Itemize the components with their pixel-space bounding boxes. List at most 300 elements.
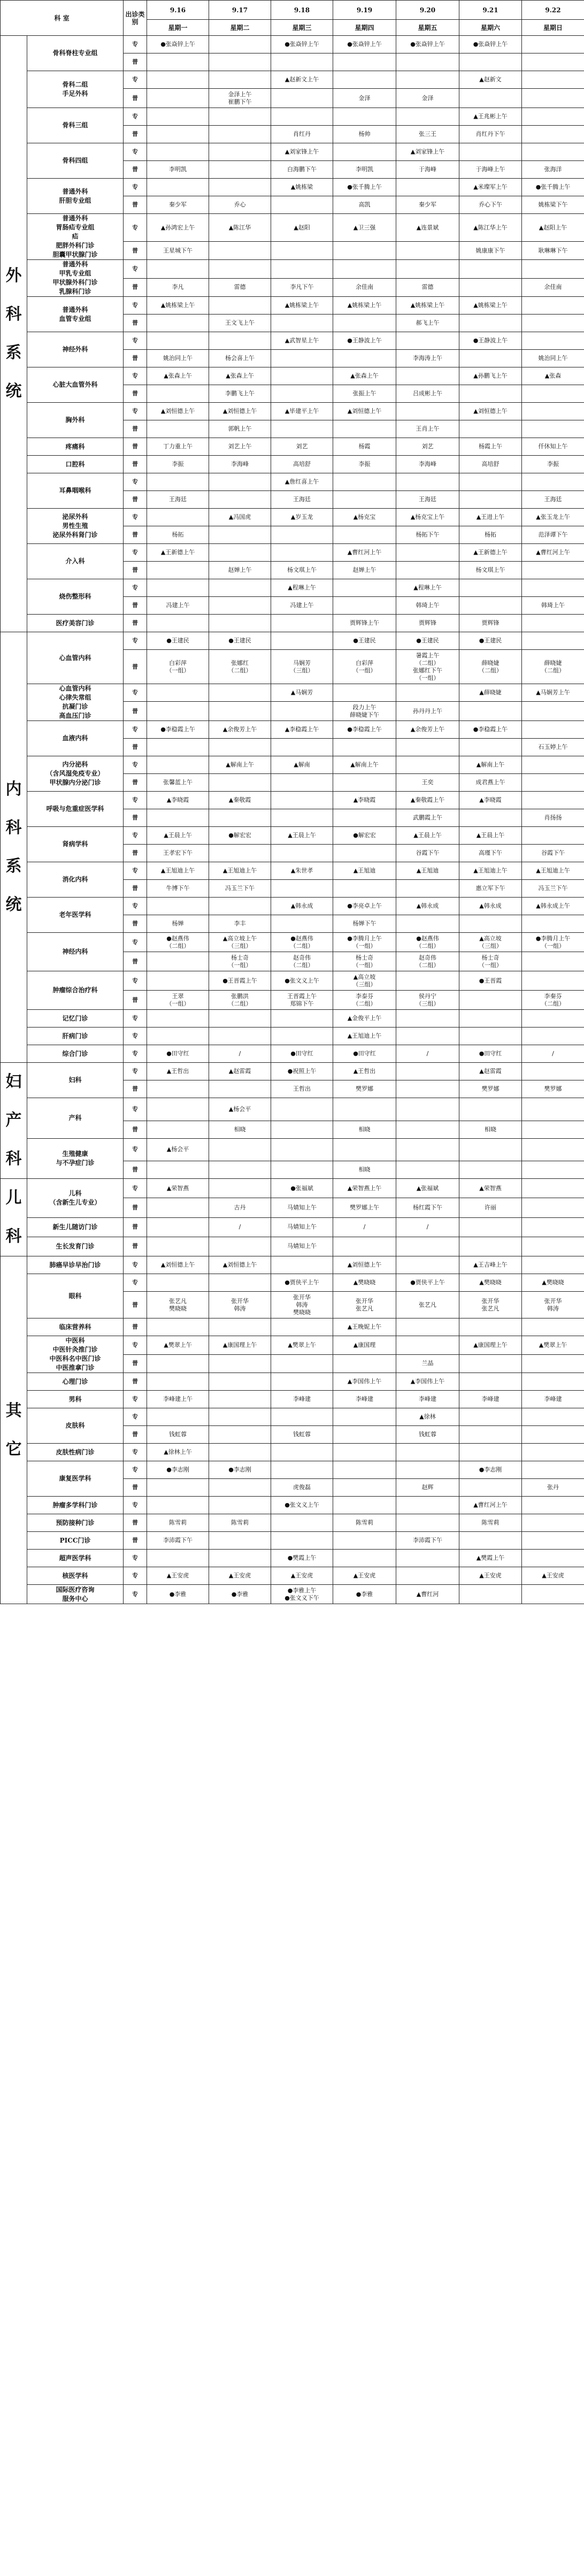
doctor-cell: ●李腾月上午 （一组） [333, 933, 396, 952]
doctor-cell: 虎俊磊 [271, 1479, 333, 1497]
doctor-cell [271, 544, 333, 562]
visit-type: 普 [124, 526, 147, 544]
doctor-cell: ●田守红 [459, 1045, 522, 1063]
doctor-cell [209, 615, 271, 632]
doctor-cell [522, 1098, 584, 1121]
visit-type: 普 [124, 242, 147, 260]
doctor-cell [396, 1318, 459, 1336]
doctor-cell: 金泽 [396, 89, 459, 108]
visit-type: 普 [124, 991, 147, 1010]
doctor-cell [396, 1497, 459, 1514]
doctor-cell: ▲曹红河上午 [522, 544, 584, 562]
doctor-cell: ▲马娴芳上午 [522, 684, 584, 702]
schedule-row [1, 143, 584, 161]
doctor-cell [522, 1461, 584, 1479]
doctor-cell: ▲孙鸿宏上午 [147, 214, 209, 242]
doctor-cell [209, 473, 271, 491]
doctor-cell: 高培舒 [271, 456, 333, 473]
doctor-cell [459, 385, 522, 403]
visit-type: 普 [124, 562, 147, 579]
doctor-cell: 冯玉兰下午 [209, 880, 271, 898]
visit-type: 普 [124, 650, 147, 684]
doctor-cell: 段力上午 薛晓婕下午 [333, 702, 396, 721]
doctor-cell: ▲孙鹏飞上午 [459, 367, 522, 385]
doctor-cell: ●李雅 [209, 1585, 271, 1604]
doctor-cell [209, 526, 271, 544]
doctor-cell [333, 1479, 396, 1497]
doctor-cell: 赵奇伟 （二组） [396, 952, 459, 971]
doctor-cell [333, 108, 396, 126]
doctor-cell: 赵婵上午 [209, 562, 271, 579]
dept-name: 皮肤科 [27, 1408, 124, 1444]
doctor-cell [209, 108, 271, 126]
doctor-cell [522, 1426, 584, 1444]
doctor-cell [459, 809, 522, 827]
doctor-cell [459, 1318, 522, 1336]
doctor-cell [522, 108, 584, 126]
visit-type: 专 [124, 179, 147, 196]
date-header: 9.18 [271, 1, 333, 20]
doctor-cell [459, 1354, 522, 1373]
doctor-cell [396, 367, 459, 385]
doctor-cell [522, 1179, 584, 1198]
visit-type: 专 [124, 1567, 147, 1585]
doctor-cell: ▲荣智燕 [147, 1179, 209, 1198]
doctor-cell [147, 509, 209, 526]
doctor-cell: 陈雪莉 [209, 1514, 271, 1532]
dept-name: 内分泌科 （含风湿免疫专业） 甲状腺内分泌门诊 [27, 756, 124, 792]
doctor-cell [459, 915, 522, 933]
doctor-cell: 张开华 张艺凡 [333, 1292, 396, 1318]
doctor-cell [147, 53, 209, 71]
doctor-cell [522, 1138, 584, 1161]
doctor-cell: ●祝照上午 [271, 1063, 333, 1080]
dept-name: 骨科脊柱专业组 [27, 36, 124, 71]
doctor-cell: 王海廷 [271, 491, 333, 509]
doctor-cell: 丁力重上午 [147, 438, 209, 456]
schedule-row [1, 971, 584, 991]
doctor-cell: ▲余俊芳上午 [209, 721, 271, 739]
doctor-cell: ●樊霞上午 [271, 1550, 333, 1567]
doctor-cell: 范泽谭下午 [522, 526, 584, 544]
dept-name: 烧伤整形科 [27, 579, 124, 615]
doctor-cell: / [209, 1217, 271, 1237]
doctor-cell [333, 143, 396, 161]
schedule-row [1, 1256, 584, 1274]
doctor-cell: 樊罗娜 [522, 1080, 584, 1098]
doctor-cell [459, 991, 522, 1010]
doctor-cell [147, 1028, 209, 1045]
schedule-row [1, 332, 584, 350]
schedule-row [1, 456, 584, 473]
doctor-cell [522, 615, 584, 632]
doctor-cell [271, 615, 333, 632]
doctor-cell [396, 1138, 459, 1161]
doctor-cell [522, 774, 584, 792]
doctor-cell: ●王晋霞 [459, 971, 522, 991]
schedule-row [1, 1336, 584, 1355]
visit-type: 专 [124, 1274, 147, 1292]
doctor-cell: ●张福斌 [271, 1179, 333, 1198]
group-label: 内 科 系 统 [1, 632, 27, 1063]
doctor-cell: ▲曹红河上午 [459, 1497, 522, 1514]
doctor-cell [271, 1408, 333, 1426]
doctor-cell: ▲刘恒德上午 [147, 1256, 209, 1274]
schedule-row [1, 544, 584, 562]
doctor-cell: ▲李国伟上午 [333, 1373, 396, 1391]
doctor-cell: 王奕 [396, 774, 459, 792]
doctor-cell: 冯建上午 [271, 597, 333, 615]
doctor-cell [271, 196, 333, 214]
doctor-cell: 暑霞上午 （二组） 张娜红下午 （一组） [396, 650, 459, 684]
doctor-cell: ●李雅 [333, 1585, 396, 1604]
doctor-cell [396, 544, 459, 562]
doctor-cell [147, 952, 209, 971]
doctor-cell [459, 1408, 522, 1426]
doctor-cell [522, 702, 584, 721]
doctor-cell: ▲陈江华上午 [459, 214, 522, 242]
doctor-cell [209, 53, 271, 71]
doctor-cell [147, 1408, 209, 1426]
doctor-cell [271, 915, 333, 933]
schedule-row [1, 1514, 584, 1532]
dept-name: 普通外科 胃肠疝专业组 疝 肥胖外科门诊 胆囊甲状腺门诊 [27, 214, 124, 260]
doctor-cell: 赵辉 [396, 1479, 459, 1497]
doctor-cell [147, 385, 209, 403]
doctor-cell [271, 89, 333, 108]
doctor-cell [271, 385, 333, 403]
doctor-cell [209, 161, 271, 179]
dept-name: 皮肤性病门诊 [27, 1444, 124, 1461]
doctor-cell [147, 1098, 209, 1121]
doctor-cell [209, 242, 271, 260]
schedule-row [1, 632, 584, 650]
doctor-cell [396, 260, 459, 279]
doctor-cell: ▲高立坡 （三组） [459, 933, 522, 952]
doctor-cell: 张海洋 [522, 161, 584, 179]
dept-name: 骨科二组 手足外科 [27, 71, 124, 108]
doctor-cell: 李泰芬 （二组） [333, 991, 396, 1010]
doctor-cell: 李凡下午 [271, 278, 333, 297]
doctor-cell [147, 1318, 209, 1336]
doctor-cell [522, 1237, 584, 1256]
doctor-cell: ●李志刚 [209, 1461, 271, 1479]
doctor-cell [209, 898, 271, 915]
doctor-cell [209, 297, 271, 315]
doctor-cell: 相晓 [333, 1121, 396, 1138]
dept-name: 耳鼻咽喉科 [27, 473, 124, 509]
doctor-cell [396, 179, 459, 196]
schedule-row [1, 1585, 584, 1604]
dept-name: 肿瘤多学科门诊 [27, 1497, 124, 1514]
doctor-cell [147, 1497, 209, 1514]
group-label: 妇 产 科 [1, 1063, 27, 1179]
doctor-cell: 雷德 [209, 278, 271, 297]
group-label: 儿 科 [1, 1179, 27, 1256]
doctor-cell: ●贾侠平上午 [271, 1274, 333, 1292]
doctor-cell: ▲王安虎 [271, 1567, 333, 1585]
doctor-cell: 白海鹏下午 [271, 161, 333, 179]
doctor-cell [522, 1497, 584, 1514]
doctor-cell [396, 915, 459, 933]
doctor-cell: 相晓 [333, 1161, 396, 1179]
visit-type: 普 [124, 456, 147, 473]
doctor-cell [209, 1354, 271, 1373]
doctor-cell [522, 1198, 584, 1217]
doctor-cell: ▲姚栋梁上午 [333, 297, 396, 315]
doctor-cell [147, 562, 209, 579]
doctor-cell [271, 350, 333, 367]
doctor-cell [333, 1426, 396, 1444]
doctor-cell: ▲李晓霞 [147, 792, 209, 809]
doctor-cell: ▲王哲出 [333, 1063, 396, 1080]
dept-name: 血液内科 [27, 721, 124, 756]
doctor-cell: 李峰建上午 [147, 1391, 209, 1408]
visit-type: 专 [124, 214, 147, 242]
visit-type: 专 [124, 756, 147, 774]
doctor-cell: 钱虹蓉 [147, 1426, 209, 1444]
dept-name: 骨科三组 [27, 108, 124, 143]
doctor-cell: ▲岁玉龙 [271, 509, 333, 526]
doctor-cell: 雷德 [396, 278, 459, 297]
doctor-cell: 张三王 [396, 126, 459, 143]
doctor-cell [271, 242, 333, 260]
doctor-cell [209, 491, 271, 509]
visit-type: 专 [124, 297, 147, 315]
doctor-cell: ▲刘恒德上午 [147, 403, 209, 420]
doctor-cell [522, 1408, 584, 1426]
doctor-cell: ▲程琳上午 [271, 579, 333, 597]
doctor-cell: ▲韩永成 [459, 898, 522, 915]
doctor-cell [522, 632, 584, 650]
doctor-cell: 兰晶 [396, 1354, 459, 1373]
doctor-cell: / [522, 1045, 584, 1063]
doctor-cell [333, 1550, 396, 1567]
doctor-cell [522, 297, 584, 315]
doctor-cell: ▲薛晓婕 [459, 684, 522, 702]
doctor-cell [147, 1237, 209, 1256]
doctor-cell [522, 71, 584, 89]
weekday-header: 星期日 [522, 20, 584, 36]
visit-type: 普 [124, 491, 147, 509]
dept-name: 眼科 [27, 1274, 124, 1318]
doctor-cell: ▲马娴芳 [271, 684, 333, 702]
doctor-cell: ▲高立坡上午 （三组） [209, 933, 271, 952]
doctor-cell [396, 1098, 459, 1121]
dept-name: 临床营养科 [27, 1318, 124, 1336]
doctor-cell [147, 1373, 209, 1391]
doctor-cell: ▲李国伟上午 [396, 1373, 459, 1391]
schedule-row [1, 721, 584, 739]
doctor-cell: ▲曹红河 [396, 1585, 459, 1604]
schedule-row [1, 862, 584, 880]
doctor-cell [209, 143, 271, 161]
doctor-cell [396, 562, 459, 579]
doctor-cell: ▲王旭迪 [333, 862, 396, 880]
doctor-cell: 王孝宏下午 [147, 845, 209, 862]
doctor-cell: 高瑾下午 [459, 845, 522, 862]
doctor-cell: ●王静波上午 [333, 332, 396, 350]
dept-name: 神经内科 [27, 933, 124, 971]
doctor-cell: 肖扬扬 [522, 809, 584, 827]
schedule-row [1, 1461, 584, 1479]
doctor-cell: ●王静波上午 [459, 332, 522, 350]
weekday-header: 星期二 [209, 20, 271, 36]
weekday-header: 星期一 [147, 20, 209, 36]
doctor-cell: 姚康康下午 [459, 242, 522, 260]
doctor-cell: 吕成彬上午 [396, 385, 459, 403]
doctor-cell: ▲张福斌 [396, 1179, 459, 1198]
doctor-cell: 赵奇伟 （二组） [271, 952, 333, 971]
schedule-row [1, 509, 584, 526]
doctor-cell: ▲陈江华 [209, 214, 271, 242]
visit-type: 普 [124, 420, 147, 438]
schedule-row [1, 1010, 584, 1028]
doctor-cell: 李海涛上午 [396, 350, 459, 367]
doctor-cell: ●王建民 [147, 632, 209, 650]
doctor-cell [271, 739, 333, 756]
doctor-cell [209, 1274, 271, 1292]
doctor-cell: 成君燕上午 [459, 774, 522, 792]
doctor-cell [271, 1444, 333, 1461]
doctor-cell [459, 315, 522, 332]
schedule-row [1, 1028, 584, 1045]
doctor-cell: ▲樊翠上午 [271, 1336, 333, 1355]
doctor-cell: ▲赵阳上午 [522, 214, 584, 242]
visit-type: 普 [124, 53, 147, 71]
doctor-cell [271, 367, 333, 385]
doctor-cell [147, 1354, 209, 1373]
doctor-cell [209, 809, 271, 827]
doctor-cell: ▲张森 [522, 367, 584, 385]
doctor-cell: ●张文义上午 [271, 1497, 333, 1514]
visit-type: 专 [124, 473, 147, 491]
doctor-cell [522, 1550, 584, 1567]
dept-name: 预防接种门诊 [27, 1514, 124, 1532]
doctor-cell [333, 739, 396, 756]
doctor-cell: ▲程琳上午 [396, 579, 459, 597]
doctor-cell: 姚治同上午 [147, 350, 209, 367]
schedule-row [1, 438, 584, 456]
doctor-cell [522, 1514, 584, 1532]
visit-type: 专 [124, 933, 147, 952]
doctor-cell [396, 684, 459, 702]
doctor-cell: ▲王安虎 [459, 1567, 522, 1585]
doctor-cell: 乔心下午 [459, 196, 522, 214]
doctor-cell [209, 1138, 271, 1161]
schedule-row [1, 827, 584, 845]
doctor-cell: ▲张森上午 [147, 367, 209, 385]
visit-type: 专 [124, 1550, 147, 1567]
doctor-cell [333, 1237, 396, 1256]
doctor-cell [209, 1161, 271, 1179]
doctor-cell [333, 597, 396, 615]
doctor-cell [459, 1098, 522, 1121]
weekday-header: 星期五 [396, 20, 459, 36]
doctor-cell [147, 108, 209, 126]
doctor-cell: 贾辉锋上午 [333, 615, 396, 632]
schedule-row [1, 1063, 584, 1080]
schedule-row [1, 260, 584, 279]
doctor-cell: ▲张森上午 [209, 367, 271, 385]
schedule-row [1, 1567, 584, 1585]
schedule-row [1, 108, 584, 126]
doctor-cell: 李鹏飞上午 [209, 385, 271, 403]
doctor-cell: ▲李晓霞 [459, 792, 522, 809]
doctor-cell: 马婧知上午 [271, 1237, 333, 1256]
schedule-row [1, 71, 584, 89]
doctor-cell [209, 332, 271, 350]
doctor-cell [522, 1585, 584, 1604]
dept-name: 泌尿外科 男性生殖 泌尿外科肾门诊 [27, 509, 124, 544]
doctor-cell [333, 809, 396, 827]
visit-type: 专 [124, 544, 147, 562]
doctor-cell: ▲刘恒德上午 [209, 403, 271, 420]
dept-name: 肝病门诊 [27, 1028, 124, 1045]
doctor-cell: 薛晓婕 （二组） [459, 650, 522, 684]
doctor-cell [522, 721, 584, 739]
doctor-cell [396, 108, 459, 126]
visit-type: 专 [124, 1028, 147, 1045]
doctor-cell [271, 632, 333, 650]
doctor-cell: ▲刘恒德上午 [209, 1256, 271, 1274]
type-header: 出诊类别 [124, 1, 147, 36]
doctor-cell: 谷霞下午 [396, 845, 459, 862]
visit-type: 普 [124, 1373, 147, 1391]
doctor-cell: 陈雪莉 [459, 1514, 522, 1532]
doctor-cell: ●王建民 [396, 632, 459, 650]
dept-name: 生殖健康 与不孕症门诊 [27, 1138, 124, 1179]
doctor-cell [522, 1217, 584, 1237]
doctor-cell: ▲王旭迪 [396, 862, 459, 880]
doctor-cell [522, 1010, 584, 1028]
doctor-cell: 马婧知上午 [271, 1217, 333, 1237]
doctor-cell [271, 880, 333, 898]
doctor-cell [522, 1161, 584, 1179]
doctor-cell: ●赵燕伟 （二组） [396, 933, 459, 952]
visit-type: 普 [124, 615, 147, 632]
visit-type: 普 [124, 809, 147, 827]
doctor-cell: ▲米璨军上午 [459, 179, 522, 196]
doctor-cell [522, 403, 584, 420]
schedule-row [1, 1444, 584, 1461]
doctor-cell [333, 579, 396, 597]
doctor-cell: ●赵燕伟 （二组） [271, 933, 333, 952]
doctor-cell [396, 1121, 459, 1138]
visit-type: 专 [124, 579, 147, 597]
dept-name: 神经外科 [27, 332, 124, 367]
doctor-cell [522, 1256, 584, 1274]
doctor-cell: ▲姚栋梁上午 [147, 297, 209, 315]
doctor-cell: 石玉婷上午 [522, 739, 584, 756]
doctor-cell: ▲李稳霞上午 [271, 721, 333, 739]
doctor-cell [522, 971, 584, 991]
doctor-cell [522, 315, 584, 332]
schedule-row [1, 1237, 584, 1256]
doctor-cell: ▲杨会平 [209, 1098, 271, 1121]
doctor-cell [396, 1028, 459, 1045]
doctor-cell [209, 36, 271, 53]
doctor-cell: ▲余俊芳上午 [396, 721, 459, 739]
doctor-cell [209, 1318, 271, 1336]
doctor-cell [271, 1121, 333, 1138]
doctor-cell: ▲赵雷霞 [459, 1063, 522, 1080]
visit-type: 普 [124, 1161, 147, 1179]
schedule-row [1, 1373, 584, 1391]
doctor-cell: 白彩萍 （一组） [333, 650, 396, 684]
doctor-cell: 韩琦上午 [522, 597, 584, 615]
doctor-cell [396, 242, 459, 260]
